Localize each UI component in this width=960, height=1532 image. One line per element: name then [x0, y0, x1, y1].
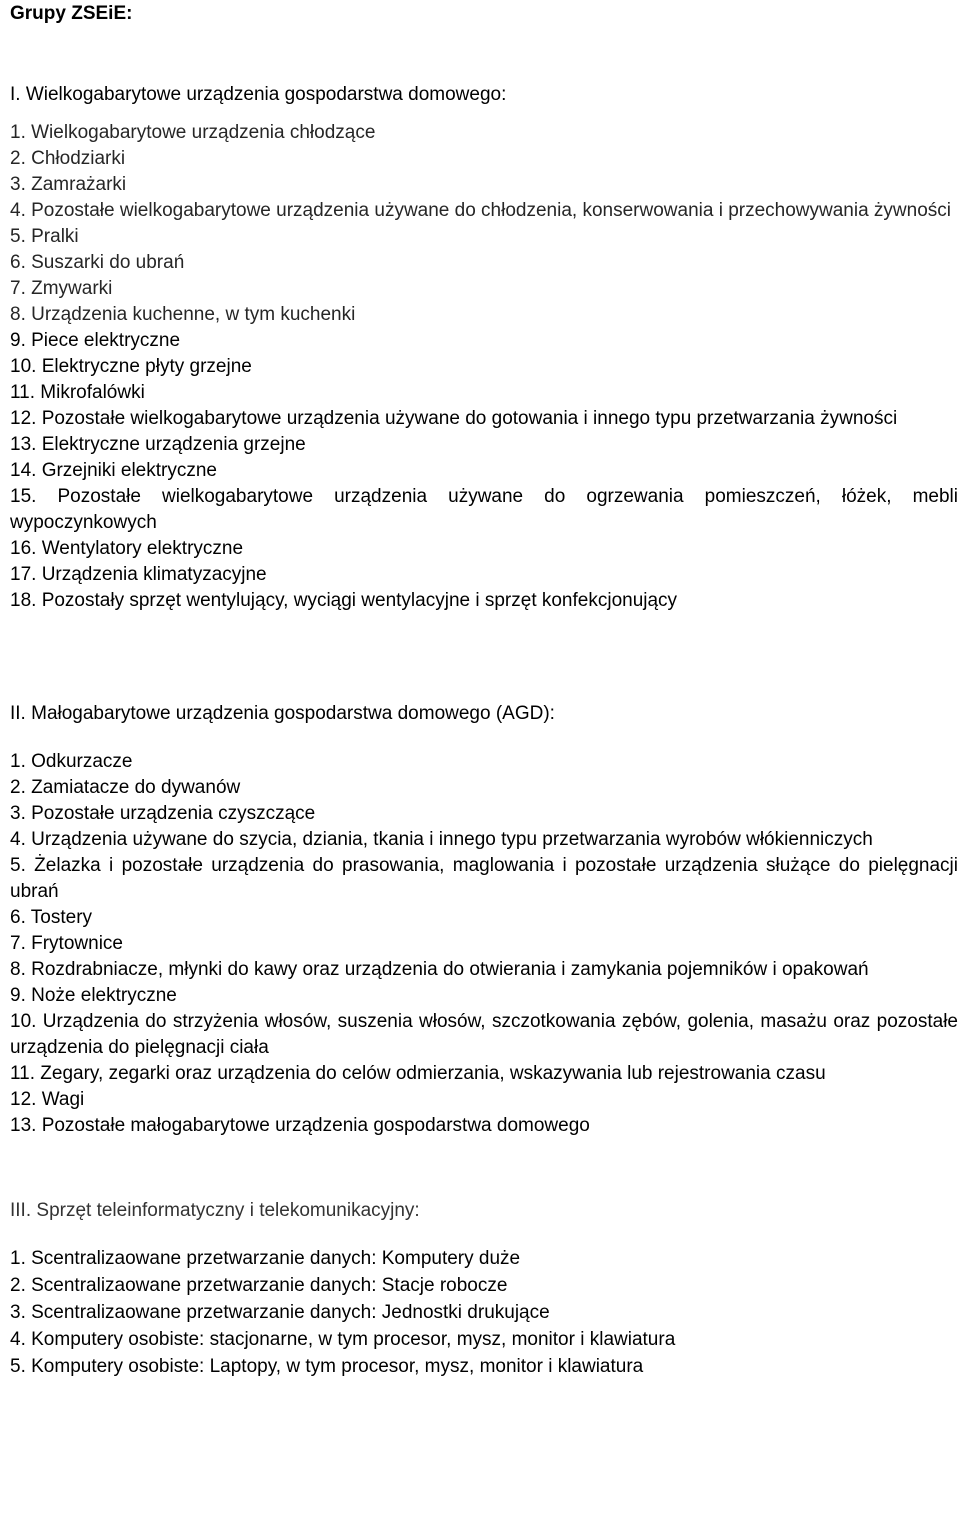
- section-heading: I. Wielkogabarytowe urządzenia gospodarstwa domowego:: [10, 84, 507, 105]
- list-item: 7. Frytownice: [10, 933, 123, 954]
- document-title: Grupy ZSEiE:: [10, 3, 133, 24]
- list-item: 9. Piece elektryczne: [10, 330, 181, 351]
- list-item: 18. Pozostały sprzęt wentylujący, wyciągi wentylacyjne i sprzęt konfekcjonujący: [10, 590, 678, 611]
- list-item: 3. Zamrażarki: [10, 174, 127, 195]
- list-item: 1. Wielkogabarytowe urządzenia chłodzące: [10, 122, 376, 143]
- section-1-list: [10, 120, 958, 614]
- list-item: 8. Rozdrabniacze, młynki do kawy oraz urządzenia do otwierania i zamykania pojemników i opakowań: [10, 959, 869, 980]
- list-item: 12. Pozostałe wielkogabarytowe urządzenia używane do gotowania i innego typu przetwarzania żywności: [10, 408, 898, 429]
- list-item: 11. Mikrofalówki: [10, 382, 145, 403]
- list-item: 6. Tostery: [10, 907, 93, 928]
- list-item: 9. Noże elektryczne: [10, 985, 177, 1006]
- list-item: 5. Komputery osobiste: Laptopy, w tym procesor, mysz, monitor i klawiatura: [10, 1356, 644, 1377]
- section-heading: II. Małogabarytowe urządzenia gospodarstwa domowego (AGD):: [10, 703, 555, 724]
- list-item: 6. Suszarki do ubrań: [10, 252, 185, 273]
- list-item: 12. Wagi: [10, 1089, 85, 1110]
- list-item: 10. Urządzenia do strzyżenia włosów, suszenia włosów, szczotkowania zębów, golenia, masażu oraz pozostałe urządzenia do pielęgnacji ciała: [10, 1011, 958, 1058]
- list-item: 11. Zegary, zegarki oraz urządzenia do celów odmierzania, wskazywania lub rejestrowania czasu: [10, 1063, 826, 1084]
- list-item: 3. Pozostałe urządzenia czyszczące: [10, 803, 316, 824]
- section-1: [10, 82, 958, 614]
- list-item: 5. Żelazka i pozostałe urządzenia do prasowania, maglowania i pozostałe urządzenia służące do pielęgnacji ubrań: [10, 855, 958, 902]
- list-item: 2. Zamiatacze do dywanów: [10, 777, 241, 798]
- list-item: 1. Odkurzacze: [10, 751, 133, 772]
- list-item: 16. Wentylatory elektryczne: [10, 538, 244, 559]
- list-item: 7. Zmywarki: [10, 278, 113, 299]
- section-2-list: [10, 749, 958, 1139]
- list-item: 5. Pralki: [10, 226, 79, 247]
- section-3-list: [10, 1245, 958, 1380]
- list-item: 8. Urządzenia kuchenne, w tym kuchenki: [10, 304, 356, 325]
- list-item: 2. Chłodziarki: [10, 148, 126, 169]
- list-item: 10. Elektryczne płyty grzejne: [10, 356, 252, 377]
- section-2: [10, 701, 958, 1139]
- list-item: 4. Urządzenia używane do szycia, dziania, tkania i innego typu przetwarzania wyrobów włókienniczych: [10, 829, 873, 850]
- list-item: 13. Pozostałe małogabarytowe urządzenia gospodarstwa domowego: [10, 1115, 590, 1136]
- list-item: 15. Pozostałe wielkogabarytowe urządzenia używane do ogrzewania pomieszczeń, łóżek, mebli wypoczynkowych: [10, 486, 958, 533]
- list-item: 4. Komputery osobiste: stacjonarne, w tym procesor, mysz, monitor i klawiatura: [10, 1329, 676, 1350]
- list-item: 1. Scentralizaowane przetwarzanie danych: Komputery duże: [10, 1248, 521, 1269]
- list-item: 3. Scentralizaowane przetwarzanie danych: Jednostki drukujące: [10, 1302, 550, 1323]
- list-item: 14. Grzejniki elektryczne: [10, 460, 217, 481]
- list-item: 17. Urządzenia klimatyzacyjne: [10, 564, 267, 585]
- list-item: 13. Elektryczne urządzenia grzejne: [10, 434, 306, 455]
- section-3: [10, 1198, 958, 1380]
- list-item: 2. Scentralizaowane przetwarzanie danych: Stacje robocze: [10, 1275, 508, 1296]
- list-item: 4. Pozostałe wielkogabarytowe urządzenia używane do chłodzenia, konserwowania i przechowywania żywności: [10, 200, 952, 221]
- section-heading: III. Sprzęt teleinformatyczny i telekomunikacyjny:: [10, 1200, 420, 1221]
